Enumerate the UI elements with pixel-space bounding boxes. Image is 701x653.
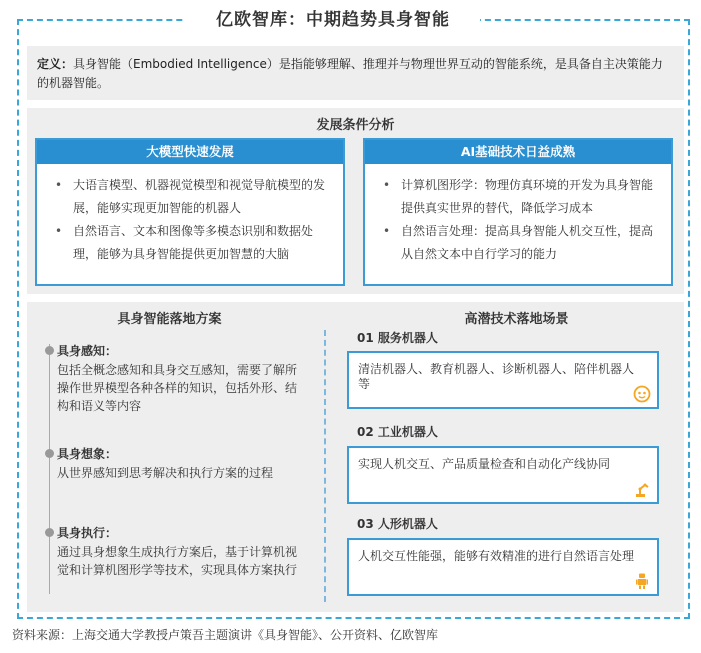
condition-card-models xyxy=(35,138,345,286)
condition-bullet: • 自然语言处理：提高具身智能人机交互性，提高从自然文本中自行学习的能力 xyxy=(379,220,659,266)
scenario-desc: 实现人机交互、产品质量检查和自动化产线协同 xyxy=(358,457,611,471)
scenario-box xyxy=(347,538,659,596)
condition-card-ai-tech xyxy=(363,138,673,286)
solution-title: 具身执行： xyxy=(57,526,118,540)
definition-text: 具身智能（Embodied Intelligence）是指能够理解、推理并与物理世界互动的智能系统，是具备自主决策能力的机器智能。 xyxy=(37,57,663,90)
scenario-box xyxy=(347,351,659,409)
timeline-line xyxy=(49,344,50,594)
solution-desc: 从世界感知到思考解决和执行方案的过程 xyxy=(57,466,274,480)
solutions-title: 具身智能落地方案 xyxy=(117,312,222,327)
solution-title: 具身感知： xyxy=(57,344,118,358)
timeline-dot xyxy=(45,346,54,355)
scenario-box xyxy=(347,446,659,504)
scenario-title: 03 人形机器人 xyxy=(357,517,438,531)
condition-bullet: • 计算机图形学：物理仿真环境的开发为具身智能提供真实世界的替代，降低学习成本 xyxy=(379,174,659,220)
bottom-section xyxy=(27,302,684,612)
timeline-dot xyxy=(45,528,54,537)
definition-label: 定义： xyxy=(37,57,74,71)
title-wrap xyxy=(186,7,480,33)
service-robot-icon xyxy=(633,385,651,403)
scenario-title: 02 工业机器人 xyxy=(357,425,438,439)
condition-bullet-list xyxy=(37,164,343,266)
scenario-desc: 人机交互性能强，能够有效精准的进行自然语言处理 xyxy=(358,549,635,563)
timeline-dot xyxy=(45,449,54,458)
scenarios-title: 高潜技术落地场景 xyxy=(464,312,569,327)
scenario-desc: 清洁机器人、教育机器人、诊断机器人、陪伴机器人等 xyxy=(358,362,635,391)
solution-desc: 通过具身想象生成执行方案后，基于计算机视觉和计算机图形学等技术，实现具体方案执行 xyxy=(57,545,298,577)
conditions-section xyxy=(27,108,684,294)
source-note: 资料来源：上海交通大学教授卢策吾主题演讲《具身智能》、公开资料、亿欧智库 xyxy=(12,628,439,642)
scenario-title: 01 服务机器人 xyxy=(357,331,438,345)
condition-bullet: • 大语言模型、机器视觉模型和视觉导航模型的发展，能够实现更加智能的机器人 xyxy=(51,174,331,220)
humanoid-robot-icon xyxy=(633,572,651,590)
conditions-title: 发展条件分析 xyxy=(316,118,395,133)
condition-bullet: • 自然语言、文本和图像等多模态识别和数据处理，能够为具身智能提供更加智慧的大脑 xyxy=(51,220,331,266)
robotic-arm-icon xyxy=(633,480,651,498)
condition-bullet-list xyxy=(365,164,671,266)
condition-card-heading: 大模型快速发展 xyxy=(37,140,343,164)
definition-box xyxy=(27,46,684,100)
column-divider xyxy=(324,330,326,602)
solution-title: 具身想象： xyxy=(57,447,118,461)
solution-desc: 包括全概念感知和具身交互感知，需要了解所操作世界模型各种各样的知识，包括外形、结构和语义等内容 xyxy=(57,363,298,413)
page-title: 亿欧智库：中期趋势具身智能 xyxy=(216,10,450,30)
condition-card-heading: AI基础技术日益成熟 xyxy=(365,140,671,164)
